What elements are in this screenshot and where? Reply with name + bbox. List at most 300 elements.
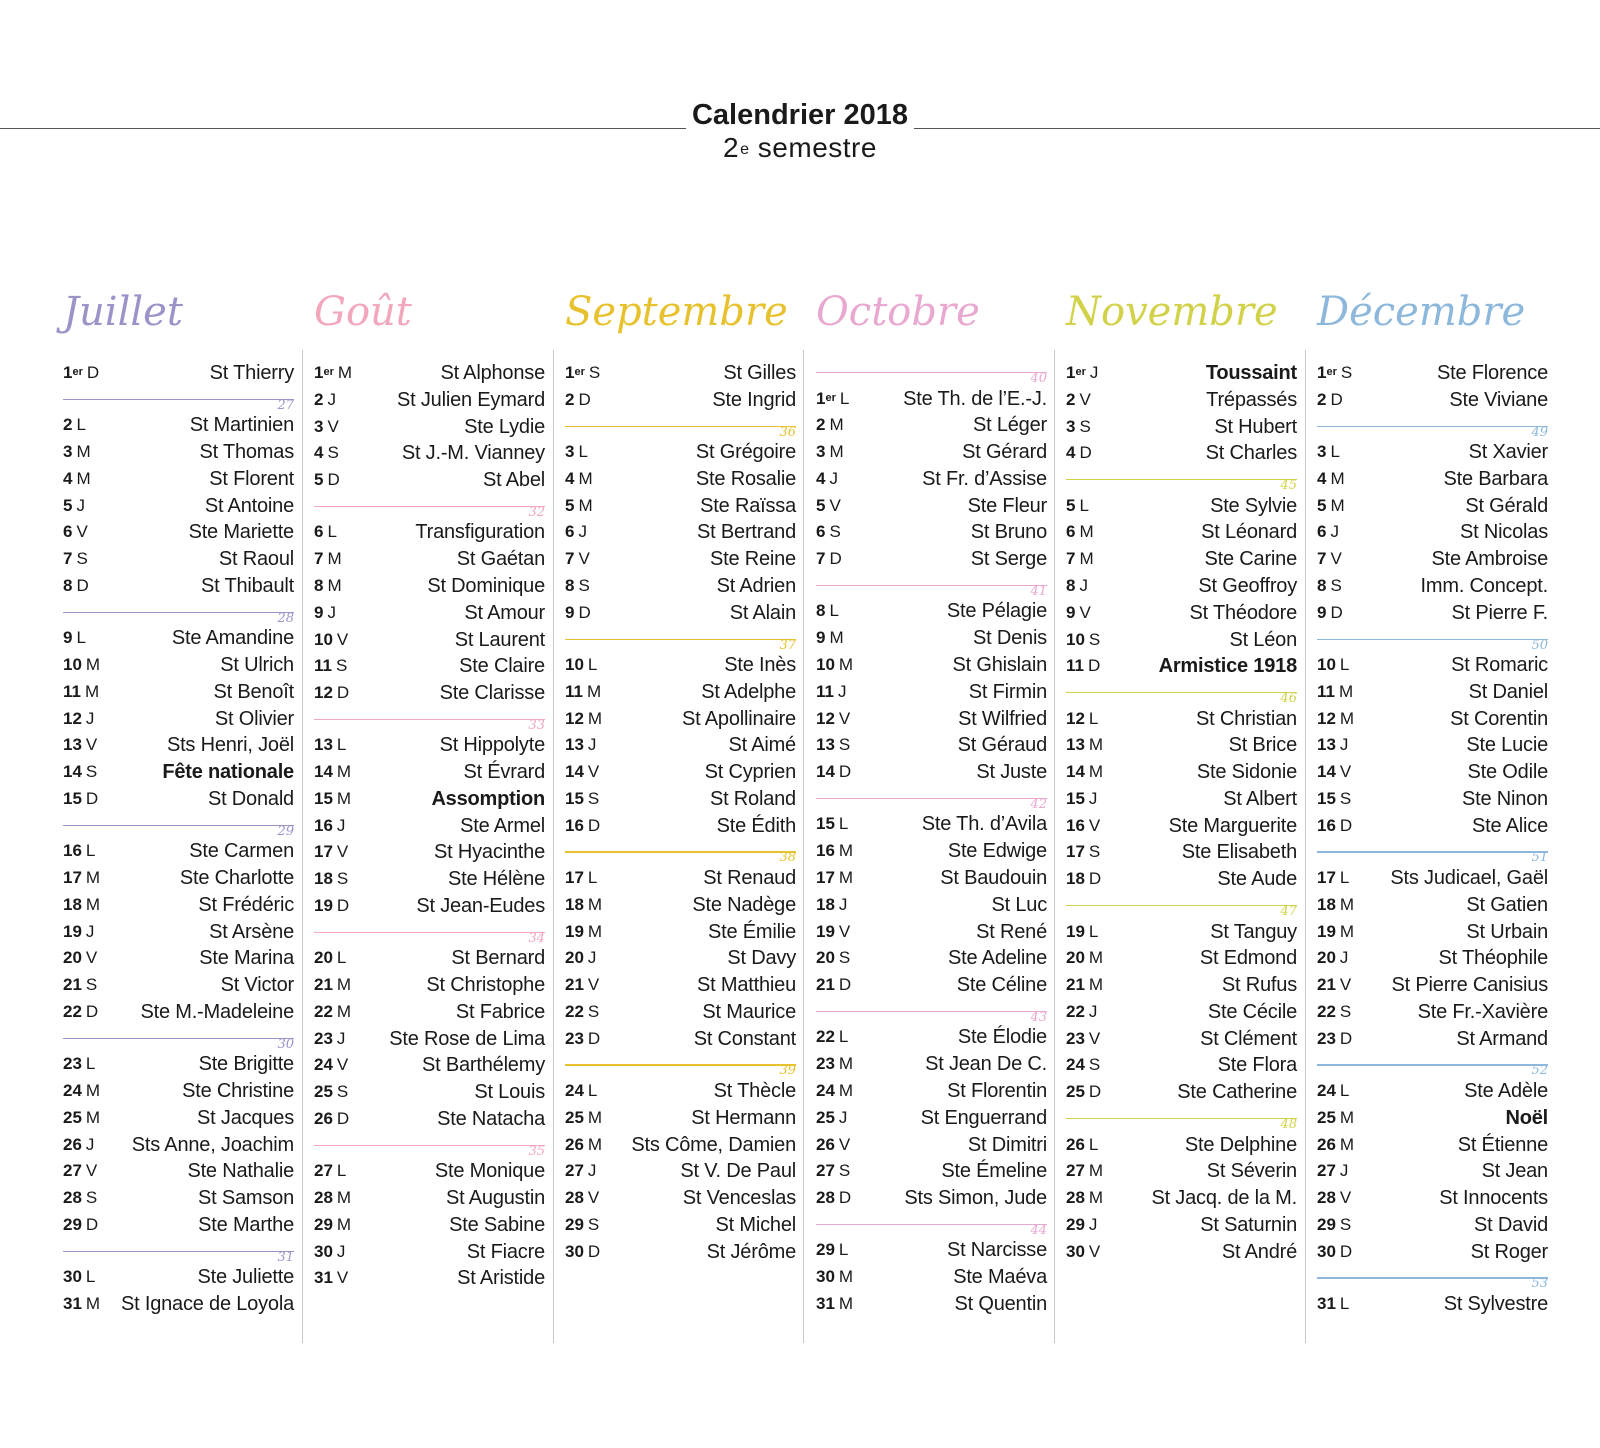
day-row	[314, 440, 545, 466]
day-row	[1066, 414, 1297, 440]
week-number: 36	[779, 424, 796, 440]
saint-name: Ste Alice	[1471, 814, 1548, 837]
day-number: 31 M	[816, 1293, 854, 1313]
day-number: 17 M	[63, 867, 101, 887]
day-row	[565, 519, 796, 545]
saint-name: Ste Fr.-Xavière	[1417, 1000, 1548, 1023]
saint-name: Ste Édith	[716, 814, 796, 837]
day-of-week: L	[587, 1080, 598, 1100]
day-of-week: V	[587, 1188, 600, 1208]
day-of-week: S	[587, 1001, 600, 1021]
day-number: 15 D	[63, 788, 99, 808]
saint-name: Ste Rose de Lima	[389, 1027, 545, 1050]
day-number: 27 V	[63, 1161, 98, 1181]
day-row	[1066, 546, 1297, 572]
day-number: 2 D	[565, 389, 591, 409]
day-row	[816, 652, 1047, 678]
week-number: 41	[1030, 583, 1047, 599]
day-row	[565, 1026, 796, 1052]
saint-name: St Denis	[973, 627, 1047, 650]
day-number: 18 S	[314, 869, 349, 889]
saint-name: St Fr. d’Assise	[922, 467, 1047, 490]
saint-name: St Maurice	[702, 1000, 796, 1023]
day-of-week: V	[1339, 762, 1352, 782]
saint-name: St Hyacinthe	[434, 841, 545, 864]
header	[0, 98, 1600, 163]
day-of-week: J	[327, 389, 336, 409]
day-number: 10 L	[565, 655, 598, 675]
day-row	[816, 439, 1047, 465]
day-number: 21 D	[816, 975, 852, 995]
day-of-week: L	[578, 442, 588, 462]
day-number: 4 M	[565, 468, 593, 488]
saint-name: St Théodore	[1189, 601, 1297, 624]
day-number: 13 M	[1066, 735, 1104, 755]
day-of-week: M	[838, 1054, 854, 1074]
day-row	[816, 811, 1047, 837]
week-separator	[1066, 1117, 1297, 1132]
saint-name: St Aristide	[457, 1267, 545, 1290]
day-row	[565, 600, 796, 626]
day-of-week: J	[1088, 788, 1098, 808]
day-of-week: S	[335, 656, 348, 676]
day-of-week: J	[327, 602, 336, 622]
day-number: 17 M	[816, 867, 854, 887]
day-row	[63, 466, 294, 492]
saint-name: St Louis	[474, 1081, 545, 1104]
day-number: 27 L	[314, 1161, 347, 1181]
day-number: 28 M	[314, 1188, 352, 1208]
day-row	[1066, 1239, 1297, 1265]
day-row	[816, 1078, 1047, 1104]
day-row	[816, 679, 1047, 705]
day-number: 8 L	[816, 601, 839, 621]
day-of-week: V	[336, 629, 349, 649]
day-row	[63, 360, 294, 386]
day-of-week: J	[85, 1134, 95, 1154]
day-of-week: D	[85, 1214, 99, 1234]
day-number: 5 L	[1066, 495, 1089, 515]
saint-name: Ste Sylvie	[1210, 494, 1297, 517]
day-row	[1066, 493, 1297, 519]
day-of-week: D	[327, 470, 340, 490]
day-number: 4 D	[1066, 443, 1092, 463]
month-title: Décembre	[1317, 289, 1526, 335]
day-row	[565, 999, 796, 1025]
day-row	[565, 972, 796, 998]
saint-name: Ste Adèle	[1464, 1079, 1548, 1102]
day-of-week: L	[1088, 708, 1099, 728]
day-number: 8 D	[63, 575, 89, 595]
saint-name: St Victor	[220, 974, 294, 997]
week-number: 46	[1280, 691, 1297, 707]
saint-name: Ste Fleur	[967, 494, 1047, 517]
day-number: 5 M	[1317, 495, 1345, 515]
saint-name: Ste Claire	[459, 655, 545, 678]
day-number: 3 L	[565, 442, 588, 462]
day-of-week: D	[86, 363, 100, 382]
saint-name: St Charles	[1205, 442, 1297, 465]
day-of-week: L	[838, 1240, 849, 1260]
day-of-week: M	[1338, 681, 1354, 701]
week-separator	[63, 1249, 294, 1265]
saint-name: Ste Mariette	[188, 521, 294, 544]
day-number: 7 M	[314, 549, 342, 569]
day-of-week: S	[1339, 1214, 1352, 1234]
day-number: 10 L	[1317, 655, 1350, 675]
day-row	[63, 732, 294, 758]
day-number: 14 V	[565, 762, 600, 782]
day-row	[63, 652, 294, 678]
day-number: 6 V	[63, 522, 88, 542]
day-row	[314, 1158, 545, 1184]
day-of-week: L	[839, 388, 850, 408]
saint-name: St Ignace de Loyola	[121, 1292, 294, 1315]
day-number: 29 S	[1317, 1214, 1352, 1234]
week-separator	[63, 1036, 294, 1052]
saint-name: St Geoffroy	[1198, 574, 1297, 597]
saint-name: St Léon	[1229, 628, 1297, 651]
day-of-week: M	[336, 1214, 352, 1234]
day-number: 15 S	[565, 788, 600, 808]
day-of-week: J	[336, 1028, 346, 1048]
day-row	[1317, 945, 1548, 971]
day-of-week: S	[1330, 575, 1342, 595]
saint-name: Ste Rosalie	[695, 467, 796, 490]
day-number: 26 D	[314, 1109, 350, 1128]
week-number: 43	[1030, 1009, 1047, 1025]
day-of-week: M	[336, 1188, 352, 1208]
day-row	[565, 919, 796, 945]
day-of-week: V	[1339, 1188, 1352, 1208]
saint-name: Sts Côme, Damien	[631, 1133, 796, 1156]
day-row	[63, 838, 294, 864]
day-number: 13 V	[63, 735, 98, 755]
day-of-week: J	[838, 894, 848, 914]
day-row	[1317, 519, 1548, 545]
day-row	[63, 439, 294, 465]
day-of-week: M	[76, 468, 91, 488]
day-row	[1066, 732, 1297, 758]
saint-name: Ste Brigitte	[198, 1053, 294, 1076]
day-number: 20 M	[1066, 948, 1104, 968]
day-row	[63, 945, 294, 971]
day-of-week: S	[838, 948, 851, 968]
day-row	[63, 1078, 294, 1104]
day-row	[816, 493, 1047, 519]
week-separator	[314, 1143, 545, 1159]
day-row	[63, 892, 294, 918]
day-number: 12 D	[314, 683, 350, 703]
day-row	[1317, 865, 1548, 891]
saint-name: St Nicolas	[1459, 521, 1548, 544]
day-of-week: L	[85, 1054, 96, 1074]
day-number: 1er S	[1317, 363, 1353, 382]
day-row	[63, 1185, 294, 1211]
day-of-week: J	[1079, 575, 1088, 595]
day-of-week: D	[578, 602, 591, 622]
day-of-week: L	[1088, 1134, 1099, 1154]
day-number: 18 M	[63, 894, 101, 914]
day-row	[314, 945, 545, 971]
day-row	[816, 546, 1047, 572]
day-row	[314, 387, 545, 413]
day-of-week: J	[587, 735, 597, 755]
saint-name: St Renaud	[703, 866, 796, 889]
day-row	[63, 759, 294, 785]
column-divider	[1305, 350, 1306, 1343]
day-number: 26 L	[1066, 1134, 1099, 1154]
saint-name: St Baudouin	[940, 866, 1047, 889]
day-of-week: V	[578, 549, 590, 569]
day-of-week: D	[838, 1188, 852, 1208]
day-row	[816, 1132, 1047, 1158]
day-of-week: J	[1330, 522, 1339, 542]
saint-name: Imm. Concept.	[1420, 574, 1548, 597]
saint-name: Sts Judicael, Gaël	[1390, 866, 1548, 889]
saint-name: Ste Cécile	[1207, 1000, 1297, 1023]
day-row	[1317, 999, 1548, 1025]
day-row	[1317, 813, 1548, 839]
day-row	[816, 865, 1047, 891]
day-of-week: S	[1088, 1055, 1101, 1075]
saint-name: Ste Th. de l’E.-J.	[903, 387, 1047, 410]
day-row	[816, 732, 1047, 758]
day-of-week: M	[1079, 549, 1094, 569]
day-row	[1066, 759, 1297, 785]
day-row	[314, 360, 545, 386]
day-of-week: V	[76, 522, 88, 542]
day-row	[314, 680, 545, 706]
holiday-name: Assomption	[431, 787, 545, 810]
saint-name: Ste Viviane	[1449, 388, 1548, 411]
day-number: 1er J	[1066, 363, 1099, 382]
day-of-week: M	[586, 681, 602, 701]
saint-name: Ste Nadège	[692, 893, 796, 916]
page-subtitle	[0, 133, 1600, 163]
day-row	[1317, 679, 1548, 705]
day-number: 19 V	[816, 921, 851, 941]
day-of-week: S	[85, 762, 98, 782]
day-row	[1066, 387, 1297, 413]
day-number: 30 L	[63, 1267, 96, 1287]
saint-name: Ste Pélagie	[946, 600, 1047, 623]
day-of-week: J	[587, 948, 597, 968]
week-number: 37	[779, 637, 796, 653]
day-number: 7 D	[816, 549, 842, 569]
saint-name: Ste Aude	[1217, 868, 1297, 891]
day-number: 12 M	[1317, 708, 1355, 728]
day-row	[63, 1212, 294, 1238]
day-of-week: J	[1339, 1161, 1349, 1181]
day-of-week: S	[1339, 1001, 1352, 1021]
day-row	[816, 1237, 1047, 1263]
day-of-week: V	[85, 735, 98, 755]
day-number: 19 J	[63, 921, 95, 941]
day-row	[1317, 466, 1548, 492]
day-row	[1066, 945, 1297, 971]
week-number: 45	[1280, 478, 1297, 494]
day-number: 30 D	[1317, 1241, 1353, 1261]
day-number: 17 S	[1066, 842, 1101, 862]
day-of-week: L	[327, 522, 337, 542]
day-number: 24 V	[314, 1055, 349, 1075]
day-number: 21 M	[314, 975, 352, 995]
day-row	[1066, 627, 1297, 653]
saint-name: St Cyprien	[704, 761, 796, 784]
day-of-week: D	[1330, 389, 1343, 409]
day-row	[816, 1291, 1047, 1317]
day-of-week: M	[336, 1001, 352, 1021]
day-of-week: M	[1339, 708, 1355, 728]
saint-name: St Edmond	[1199, 947, 1297, 970]
day-row	[314, 1026, 545, 1052]
day-row	[1317, 387, 1548, 413]
saint-name: Ste Flora	[1217, 1054, 1297, 1077]
saint-name: St Gilles	[723, 362, 796, 384]
day-number: 23 D	[565, 1028, 601, 1048]
day-row	[314, 732, 545, 758]
day-row	[565, 813, 796, 839]
day-row	[565, 1105, 796, 1131]
week-separator	[1066, 478, 1297, 494]
day-of-week: M	[838, 1080, 854, 1100]
day-number: 12 V	[816, 708, 851, 728]
month-column-octobre	[816, 280, 1047, 1340]
day-number: 8 J	[1066, 575, 1088, 595]
day-of-week: J	[336, 1241, 346, 1261]
saint-name: St V. De Paul	[680, 1160, 796, 1183]
day-row	[314, 1106, 545, 1132]
day-row	[1317, 1239, 1548, 1265]
day-number: 6 L	[314, 522, 337, 542]
day-of-week: M	[1088, 762, 1104, 782]
day-of-week: S	[838, 735, 851, 755]
day-number: 29 J	[1066, 1214, 1098, 1234]
day-number: 13 J	[1317, 735, 1349, 755]
day-number: 13 S	[816, 735, 851, 755]
day-of-week: L	[1339, 1293, 1350, 1313]
day-row	[565, 652, 796, 678]
saint-name: St Firmin	[968, 680, 1047, 703]
saint-name: Ste Lydie	[464, 415, 545, 438]
saint-name: Transfiguration	[415, 521, 545, 544]
week-number: 51	[1531, 850, 1548, 866]
month-title: Goût	[314, 289, 412, 335]
day-number: 14 M	[314, 762, 352, 782]
day-of-week: D	[1339, 1241, 1353, 1261]
month-column-novembre	[1066, 280, 1297, 1340]
day-row	[314, 893, 545, 919]
day-row	[565, 1158, 796, 1184]
saint-name: St Samson	[197, 1187, 294, 1210]
day-number: 29 D	[63, 1214, 99, 1234]
day-of-week: V	[829, 495, 841, 515]
day-of-week: M	[1339, 1107, 1355, 1127]
day-row	[565, 732, 796, 758]
day-of-week: M	[1088, 975, 1104, 995]
day-row	[314, 1239, 545, 1265]
day-of-week: S	[1088, 842, 1101, 862]
day-ordinal: er	[1075, 366, 1086, 378]
day-of-week: M	[1330, 495, 1345, 515]
week-separator	[565, 637, 796, 653]
day-of-week: L	[838, 814, 849, 834]
day-row	[1066, 1158, 1297, 1184]
saint-name: Ste Émilie	[707, 920, 796, 943]
saint-name: St Jean-Eudes	[416, 895, 545, 918]
day-row	[314, 1265, 545, 1291]
day-number: 4 M	[63, 468, 91, 488]
day-of-week: J	[76, 495, 85, 515]
day-number: 11 S	[314, 656, 348, 676]
day-of-week: M	[336, 788, 352, 808]
week-number: 38	[779, 850, 796, 866]
day-of-week: M	[587, 1134, 603, 1154]
saint-name: St Abel	[483, 469, 545, 492]
saint-name: St Venceslas	[682, 1187, 796, 1210]
week-separator	[314, 930, 545, 946]
day-row	[314, 414, 545, 440]
week-separator	[1066, 904, 1297, 920]
day-number: 27 S	[816, 1161, 851, 1181]
day-number: 15 J	[1066, 788, 1098, 808]
day-of-week: V	[336, 842, 349, 862]
day-of-week: D	[1339, 1028, 1353, 1048]
day-row	[63, 1158, 294, 1184]
saint-name: St Barthélemy	[421, 1054, 545, 1077]
saint-name: St Raoul	[218, 548, 294, 571]
week-number: 31	[277, 1249, 294, 1265]
day-of-week: M	[336, 975, 352, 995]
day-number: 10 M	[63, 655, 101, 675]
day-of-week: D	[587, 1241, 601, 1261]
day-number: 23 L	[63, 1054, 96, 1074]
saint-name: St Brice	[1228, 734, 1297, 757]
week-separator	[1317, 1063, 1548, 1079]
week-separator	[314, 504, 545, 520]
day-number: 24 S	[1066, 1055, 1101, 1075]
day-of-week: L	[1330, 442, 1340, 462]
saint-name: St Urbain	[1466, 920, 1548, 943]
saint-name: St Hubert	[1214, 415, 1297, 438]
week-number: 50	[1531, 637, 1548, 653]
day-row	[816, 386, 1047, 412]
saint-name: St Séverin	[1206, 1160, 1297, 1183]
day-row	[1317, 1212, 1548, 1238]
day-number: 24 L	[1317, 1080, 1350, 1100]
day-number: 7 S	[63, 549, 88, 569]
day-row	[565, 759, 796, 785]
saint-name: St Jacques	[197, 1106, 294, 1129]
saint-name: Ste Edwige	[947, 840, 1047, 863]
day-number: 1er D	[63, 363, 100, 382]
day-row	[1066, 866, 1297, 892]
saint-name: St Augustin	[446, 1187, 545, 1210]
saint-name: St Narcisse	[946, 1239, 1047, 1262]
day-number: 6 M	[1066, 522, 1094, 542]
saint-name: Ste Charlotte	[179, 866, 294, 889]
day-of-week: V	[85, 948, 98, 968]
day-of-week: V	[587, 762, 600, 782]
saint-name: St Matthieu	[697, 974, 796, 997]
day-number: 4 M	[1317, 468, 1345, 488]
column-divider	[553, 350, 554, 1343]
saint-name: Ste Sidonie	[1196, 761, 1297, 784]
day-number: 4 J	[816, 468, 838, 488]
saint-name: Ste Marina	[199, 947, 294, 970]
day-number: 11 J	[816, 681, 847, 701]
